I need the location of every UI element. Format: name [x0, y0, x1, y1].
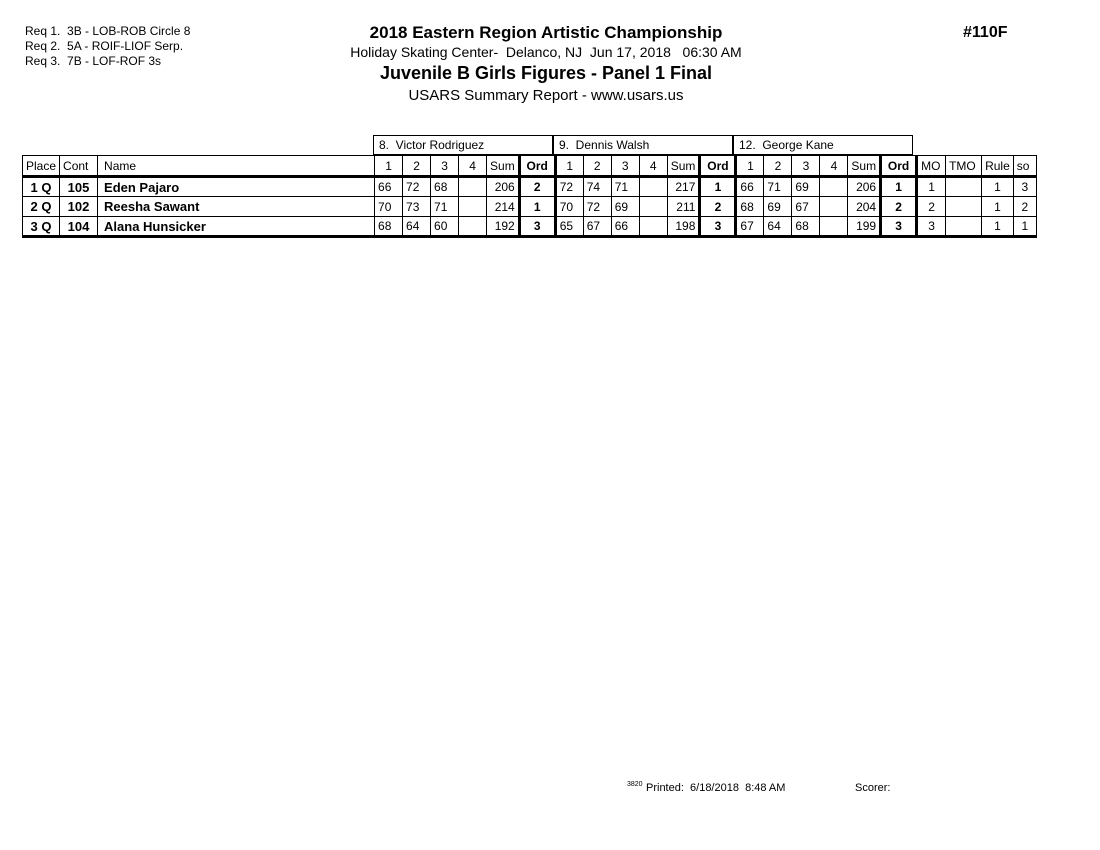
score-cell: 68: [736, 197, 764, 217]
col-header-place: Place: [23, 156, 60, 177]
score-cell: 73: [403, 197, 431, 217]
col-header-score-1: 1: [555, 156, 583, 177]
score-cell: 67: [736, 217, 764, 237]
col-header-name: Name: [98, 156, 375, 177]
ordinal-cell: 2: [881, 197, 917, 217]
score-cell: 70: [375, 197, 403, 217]
tmo-cell: [946, 217, 982, 237]
score-cell: 71: [611, 177, 639, 197]
col-header-sum: Sum: [848, 156, 881, 177]
rule-cell: 1: [982, 177, 1014, 197]
score-cell: 72: [403, 177, 431, 197]
ordinal-cell: 1: [700, 177, 736, 197]
score-cell: 67: [583, 217, 611, 237]
report-header: [0, 22, 1092, 106]
score-cell: 74: [583, 177, 611, 197]
col-header-score-4: 4: [459, 156, 487, 177]
table-row: [23, 217, 1037, 237]
sum-ordinals-cell: 1: [1013, 217, 1036, 237]
footer-page-code: 3820: [627, 781, 643, 788]
col-header-cont: Cont: [60, 156, 98, 177]
col-header-score-4: 4: [820, 156, 848, 177]
ordinal-cell: 3: [519, 217, 555, 237]
col-header-score-1: 1: [736, 156, 764, 177]
col-header-mo: MO: [917, 156, 946, 177]
championship-title: 2018 Eastern Region Artistic Championship: [369, 23, 723, 42]
sum-cell: 214: [487, 197, 520, 217]
sum-cell: 206: [487, 177, 520, 197]
col-header-ord: Ord: [519, 156, 555, 177]
score-cell: 72: [555, 177, 583, 197]
event-number-badge: #110F: [963, 24, 1008, 41]
skater-name-cell: Alana Hunsicker: [98, 217, 375, 237]
contestant-number-cell: 105: [60, 177, 98, 197]
sum-cell: 192: [487, 217, 520, 237]
score-cell: 66: [611, 217, 639, 237]
score-cell: 66: [375, 177, 403, 197]
col-header-score-3: 3: [431, 156, 459, 177]
col-header-ord: Ord: [700, 156, 736, 177]
col-header-sum: Sum: [487, 156, 520, 177]
score-cell: 68: [792, 217, 820, 237]
col-header-score-2: 2: [403, 156, 431, 177]
sum-cell: 211: [667, 197, 700, 217]
requirement-line-1: Req 1. 3B - LOB-ROB Circle 8: [25, 24, 191, 38]
sum-cell: 204: [848, 197, 881, 217]
sum-cell: 217: [667, 177, 700, 197]
col-header-score-4: 4: [639, 156, 667, 177]
sum-ordinals-cell: 3: [1013, 177, 1036, 197]
col-header-score-2: 2: [764, 156, 792, 177]
report-type-line: USARS Summary Report - www.usars.us: [408, 87, 684, 104]
score-cell: 72: [583, 197, 611, 217]
event-title: Juvenile B Girls Figures - Panel 1 Final: [379, 63, 713, 83]
ordinal-cell: 3: [700, 217, 736, 237]
col-header-score-2: 2: [583, 156, 611, 177]
col-header-tmo: TMO: [946, 156, 982, 177]
venue-date-line: Holiday Skating Center- Delanco, NJ Jun 17, 2018 06:30 AM: [350, 44, 742, 60]
requirement-line-2: Req 2. 5A - ROIF-LIOF Serp.: [25, 39, 184, 53]
ordinal-cell: 2: [700, 197, 736, 217]
score-cell: [459, 177, 487, 197]
score-cell: 68: [375, 217, 403, 237]
score-cell: [820, 197, 848, 217]
score-cell: 60: [431, 217, 459, 237]
score-cell: [820, 217, 848, 237]
rule-cell: 1: [982, 197, 1014, 217]
col-header-ord: Ord: [881, 156, 917, 177]
score-cell: 64: [764, 217, 792, 237]
score-cell: 69: [611, 197, 639, 217]
col-header-score-3: 3: [611, 156, 639, 177]
ordinal-cell: 2: [519, 177, 555, 197]
contestant-number-cell: 102: [60, 197, 98, 217]
score-cell: [459, 217, 487, 237]
ordinal-cell: 1: [519, 197, 555, 217]
score-cell: 70: [555, 197, 583, 217]
table-row: [23, 177, 1037, 197]
majority-ordinal-cell: 3: [917, 217, 946, 237]
requirement-line-3: Req 3. 7B - LOF-ROF 3s: [25, 54, 162, 68]
place-cell: 1 Q: [23, 177, 60, 197]
results-header-row: [23, 156, 1037, 177]
col-header-sum: Sum: [667, 156, 700, 177]
results-table: [22, 155, 1037, 238]
sum-cell: 199: [848, 217, 881, 237]
score-cell: 69: [792, 177, 820, 197]
skater-name-cell: Eden Pajaro: [98, 177, 375, 197]
score-cell: 71: [764, 177, 792, 197]
place-cell: 3 Q: [23, 217, 60, 237]
sum-cell: 206: [848, 177, 881, 197]
score-cell: [820, 177, 848, 197]
rule-cell: 1: [982, 217, 1014, 237]
judge-name-box: 8. Victor Rodriguez: [373, 135, 553, 155]
ordinal-cell: 3: [881, 217, 917, 237]
score-cell: 66: [736, 177, 764, 197]
table-row: [23, 197, 1037, 217]
col-header-score-1: 1: [375, 156, 403, 177]
score-cell: 68: [431, 177, 459, 197]
majority-ordinal-cell: 1: [917, 177, 946, 197]
judge-name-box: 9. Dennis Walsh: [553, 135, 733, 155]
col-header-score-3: 3: [792, 156, 820, 177]
score-cell: [639, 197, 667, 217]
ordinal-cell: 1: [881, 177, 917, 197]
sum-cell: 198: [667, 217, 700, 237]
col-header-so: so: [1013, 156, 1036, 177]
sum-ordinals-cell: 2: [1013, 197, 1036, 217]
score-cell: 64: [403, 217, 431, 237]
skater-name-cell: Reesha Sawant: [98, 197, 375, 217]
contestant-number-cell: 104: [60, 217, 98, 237]
footer-scorer-label: Scorer:: [855, 782, 891, 794]
score-cell: [639, 177, 667, 197]
tmo-cell: [946, 177, 982, 197]
tmo-cell: [946, 197, 982, 217]
score-cell: 65: [555, 217, 583, 237]
footer-printed-timestamp: Printed: 6/18/2018 8:48 AM: [646, 782, 786, 794]
score-cell: 67: [792, 197, 820, 217]
judge-name-box: 12. George Kane: [733, 135, 913, 155]
score-cell: 71: [431, 197, 459, 217]
score-cell: [459, 197, 487, 217]
score-cell: 69: [764, 197, 792, 217]
score-cell: [639, 217, 667, 237]
majority-ordinal-cell: 2: [917, 197, 946, 217]
place-cell: 2 Q: [23, 197, 60, 217]
col-header-rule: Rule: [982, 156, 1014, 177]
